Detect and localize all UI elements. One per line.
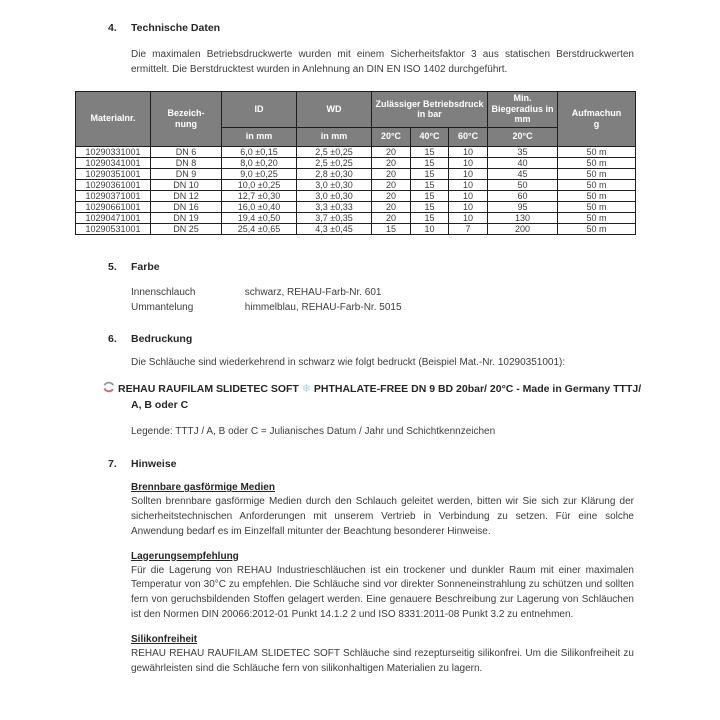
farbe-item-ummantelung [131,300,720,315]
table-cell: 15 [411,168,449,179]
table-cell: DN 6 [151,146,222,157]
subsection-title: Silikonfreiheit [131,633,198,645]
col-header-bezeichnung [151,91,222,146]
technische-daten-intro: Die maximalen Betriebsdruckwerte wurden mit einem Sicherheitsfaktor 3 aus statischen Berstdruckwerten ermittelt. Die Berstdrucktest wurden in Anlehnung an DIN EN ISO 1402 durchgeführt. [131,49,634,75]
subsection-text: REHAU REHAU RAUFILAM SLIDETEC SOFT Schläuche sind rezepturseitig silikonfrei. Um die Silikonfreiheit zu gewährleisten sind die Schläuche fern von silikonhaltigen Materialien zu lagern. [131,647,634,674]
spec-table [75,91,636,235]
table-cell: 130 [488,212,558,223]
farbe-label: Innenschlauch [131,286,196,298]
table-cell: 3,0 ±0,30 [297,190,372,201]
table-cell: 60 [488,190,558,201]
farbe-label: Ummantelung [131,301,194,313]
table-cell: DN 12 [151,190,222,201]
table-cell: 95 [488,201,558,212]
farbe-item-innenschlauch [131,285,720,300]
table-row [76,223,636,234]
section-title: Farbe [131,260,160,273]
col-subheader-biege-temp: 20°C [488,127,558,146]
legende-line: Legende: TTTJ / A, B oder C = Julianisches Datum / Jahr und Schichtkennzeichen [131,426,496,438]
table-cell: 10 [449,212,488,223]
table-cell: DN 19 [151,212,222,223]
table-cell: 2,8 ±0,30 [297,168,372,179]
table-row [76,201,636,212]
subsection-silikonfreiheit [0,632,720,677]
table-cell: 20 [372,146,411,157]
table-cell: 50 m [558,190,636,201]
col-header-bezeichnung-label: Bezeich-nung [167,108,205,129]
table-row [76,190,636,201]
col-header-aufmachung [558,91,636,146]
table-cell: 50 m [558,157,636,168]
subsection-title: Brennbare gasförmige Medien [131,482,275,494]
table-cell: 10 [411,223,449,234]
spec-table-header [76,91,636,146]
table-cell: 20 [372,168,411,179]
table-cell: 8,0 ±0,20 [222,157,297,168]
table-cell: 3,3 ±0,33 [297,201,372,212]
section-title: Hinweise [131,458,177,471]
spec-table-body [76,146,636,234]
table-cell: 4,3 ±0,45 [297,223,372,234]
subsection-text: Für die Lagerung von REHAU Industrieschläuchen ist ein trockener und dunkler Raum mit einer maximalen Temperatur von 30°C zu empfehlen. Die Schläuche sind vor direkter Sonneneinstrahlung zu schützen und sollten fern von geruchsbildenden Stoffen gelagert werden. Eine genauere Beschreibung zur Lagerung von Schläuchen ist den Normen DIN 20066:2012-01 Punkt 14.1.2 2 und ISO 8331:2011-08 Punkt 3.2 zu entnehmen. [131,564,634,620]
table-cell: 20 [372,190,411,201]
table-cell: 45 [488,168,558,179]
table-cell: 35 [488,146,558,157]
farbe-value: schwarz, REHAU-Farb-Nr. 601 [244,286,382,298]
table-cell: 10290371001 [76,190,151,201]
subsection-title: Lagerungsempfehlung [131,550,239,562]
table-cell: 50 m [558,146,636,157]
table-row [76,146,636,157]
table-cell: 6,0 ±0,15 [222,146,297,157]
subsection-brennbare-medien [0,480,720,539]
section-title: Technische Daten [131,22,221,34]
table-cell: DN 25 [151,223,222,234]
table-row [76,179,636,190]
table-cell: 50 m [558,201,636,212]
table-cell: 15 [372,223,411,234]
table-row [76,157,636,168]
table-row [76,212,636,223]
table-cell: 2,5 ±0,25 [297,146,372,157]
section-number: 5. [108,260,117,273]
col-header-biegeradius: Min. Biegeradius in mm [488,91,558,127]
table-cell: 40 [488,157,558,168]
table-cell: 50 m [558,212,636,223]
print-sample-line [118,381,643,413]
print-text-1: REHAU RAUFILAM SLIDETEC SOFT [118,383,299,396]
section-heading-bedruckung [108,333,720,345]
table-cell: 10 [449,201,488,212]
table-cell: 10290361001 [76,179,151,190]
bedruckung-intro: Die Schläuche sind wiederkehrend in schwarz wie folgt bedruckt (Beispiel Mat.-Nr. 10290351001): [131,356,566,368]
table-cell: 3,7 ±0,35 [297,212,372,223]
section-number: 7. [108,458,117,471]
table-cell: 3,0 ±0,30 [297,179,372,190]
table-cell: 15 [411,146,449,157]
table-cell: 7 [449,223,488,234]
snowflake-icon: ❄ [301,383,311,396]
table-cell: 20 [372,157,411,168]
table-cell: DN 9 [151,168,222,179]
table-cell: DN 8 [151,157,222,168]
col-subheader-id-unit: in mm [222,127,297,146]
farbe-list [131,285,720,315]
print-text-2: PHTHALATE-FREE DN 9 BD 20bar/ 20°C - Made in Germany TTTJ/ A, B oder C [131,383,642,412]
farbe-value: himmelblau, REHAU-Farb-Nr. 5015 [244,301,402,313]
section-number: 6. [108,332,117,345]
table-cell: DN 16 [151,201,222,212]
section-heading-hinweise [108,458,720,470]
table-cell: 15 [411,212,449,223]
table-cell: 10290351001 [76,168,151,179]
col-subheader-temp40: 40°C [411,127,449,146]
section-heading-farbe [108,261,720,273]
table-cell: 15 [411,201,449,212]
table-cell: 50 [488,179,558,190]
table-cell: 10290331001 [76,146,151,157]
table-cell: 10290661001 [76,201,151,212]
table-cell: 200 [488,223,558,234]
table-cell: 50 m [558,223,636,234]
table-cell: 16,0 ±0,40 [222,201,297,212]
table-cell: 15 [411,157,449,168]
col-header-wd: WD [297,91,372,127]
col-header-id: ID [222,91,297,127]
table-cell: 2,5 ±0,25 [297,157,372,168]
table-cell: 20 [372,212,411,223]
table-cell: 20 [372,201,411,212]
table-cell: 10 [449,190,488,201]
subsection-lagerungsempfehlung [0,549,720,623]
table-cell: 10 [449,157,488,168]
table-cell: 15 [411,190,449,201]
table-row [76,168,636,179]
col-header-materialnr: Materialnr. [76,91,151,146]
col-subheader-temp20: 20°C [372,127,411,146]
table-cell: 15 [411,179,449,190]
section-title: Bedruckung [131,332,193,345]
table-cell: 10 [449,168,488,179]
table-cell: 12,7 ±0,30 [222,190,297,201]
table-cell: 20 [372,179,411,190]
table-cell: 10,0 ±0,25 [222,179,297,190]
table-cell: 10290531001 [76,223,151,234]
table-cell: 10290341001 [76,157,151,168]
col-subheader-wd-unit: in mm [297,127,372,146]
table-cell: 10 [449,179,488,190]
table-cell: 9,0 ±0,25 [222,168,297,179]
section-heading-technische-daten [108,22,720,34]
table-cell: 10290471001 [76,212,151,223]
table-cell: 50 m [558,168,636,179]
table-cell: 25,4 ±0,65 [222,223,297,234]
col-header-betriebsdruck: Zulässiger Betriebsdruck in bar [372,91,488,127]
section-number: 4. [108,22,117,34]
table-cell: DN 10 [151,179,222,190]
col-header-aufmachung-label: Aufmachung [571,108,622,129]
col-subheader-temp60: 60°C [449,127,488,146]
subsection-text: Sollten brennbare gasförmige Medien durch den Schlauch geleitet werden, bitten wir Sie sich zur Klärung der sicherheitstechnischen Anforderungen mit unserem Vertrieb in Verbindung zu setzen. Für eine solche Anwendung bedarf es im Einzelfall mitunter der Beachtung besonderer Hinweise. [131,496,634,537]
table-cell: 10 [449,146,488,157]
table-cell: 19,4 ±0,50 [222,212,297,223]
table-cell: 50 m [558,179,636,190]
